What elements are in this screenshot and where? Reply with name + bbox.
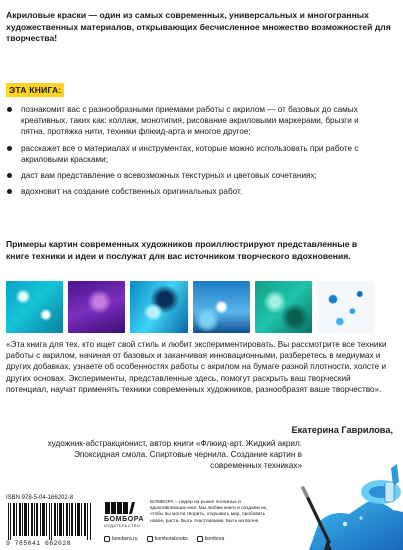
artwork-image-blue-cells — [193, 281, 250, 333]
artwork-image-blue-pour — [130, 281, 187, 333]
bullet-icon — [7, 107, 12, 112]
social-links — [104, 536, 224, 542]
social-vk: bomborabooks — [147, 536, 188, 542]
examples-text: Примеры картин современных художников проиллюстрируют представленные в книге техники и идеи и послужат для вас источником творческого вдохновения. — [6, 239, 358, 261]
author-name: Екатерина Гаврилова, — [291, 425, 393, 435]
barcode-digits: 9 785041 662028 — [6, 540, 72, 547]
feature-item: познакомит вас с разнообразными приемами работы с акрилом — от базовых до самых креативных, таких как: коллаж, монотипия, рисование акриловыми маркерами, брызги и пятна, протяжка нити, техники флюид-арта и многое другое; — [6, 104, 366, 138]
social-telegram: bombora — [197, 536, 225, 542]
artwork-gallery — [6, 281, 374, 333]
paint-palette-illustration — [269, 462, 403, 550]
book-badge: ЭТА КНИГА: — [6, 83, 64, 97]
feature-item: вдохновит на создание собственных оригинальных работ. — [6, 186, 366, 197]
publisher-blurb: БОМБОРА – лидер на рынке полезных и вдохновляющих книг. Мы любим книги и создаем их, чтобы вы могли творить, открывать мир, пробовать новое, расти. Быть счастливыми. Быть на волне. — [150, 500, 268, 524]
quote-text: «Эта книга для тех, кто ищет свой стиль и любит экспериментировать. Вы рассмотрите все техники работы с акрилом, начиная от базовых и заканчивая инновационными, разберетесь в медиумах и других добавках, узнаете об особенностях работы с акрилом на бумаге разной плотности, холсте и других основах. Эксперименты, представленные здесь, помогут раскрыть ваш творческий потенциал, научат применять техники современных художников, разнообразят ваше творчество». — [6, 340, 387, 394]
artwork-image-purple — [68, 281, 125, 333]
bullet-icon — [7, 146, 12, 151]
feature-item: расскажет все о материалах и инструментах, которые можно использовать при работе с акриловыми красками; — [6, 143, 366, 165]
intro-text: Акриловые краски — один из самых современных, универсальных и многогранных художественных материалов, открывающих бесчисленное множество возможностей для творчества! — [6, 10, 391, 44]
vk-icon — [147, 536, 153, 542]
author-credentials: художник-абстракционист, автор книги «Флюид-арт. Жидкий акрил. Эпоксидная смола. Спиртовые чернила. Создание картин в современных техниках» — [47, 439, 302, 471]
bombora-logo-icon — [104, 500, 140, 516]
bullet-icon — [7, 189, 12, 194]
feature-item: даст вам представление о всевозможных текстурных и цветовых сочетаниях; — [6, 170, 366, 181]
artwork-image-cyan-fluid — [6, 281, 63, 333]
bullet-icon — [7, 173, 12, 178]
artwork-image-splatter — [317, 281, 374, 333]
feature-list — [6, 104, 366, 202]
publisher-subtitle: ИЗДАТЕЛЬСТВО — [104, 523, 141, 528]
isbn-text: ISBN 978-5-04-166202-8 — [6, 495, 74, 501]
publisher-name: БОМБОРА — [104, 516, 145, 523]
artwork-image-teal — [255, 281, 312, 333]
globe-icon — [104, 536, 110, 542]
social-site: bombora.ru — [104, 536, 138, 542]
telegram-icon — [197, 536, 203, 542]
barcode-image — [6, 503, 94, 540]
